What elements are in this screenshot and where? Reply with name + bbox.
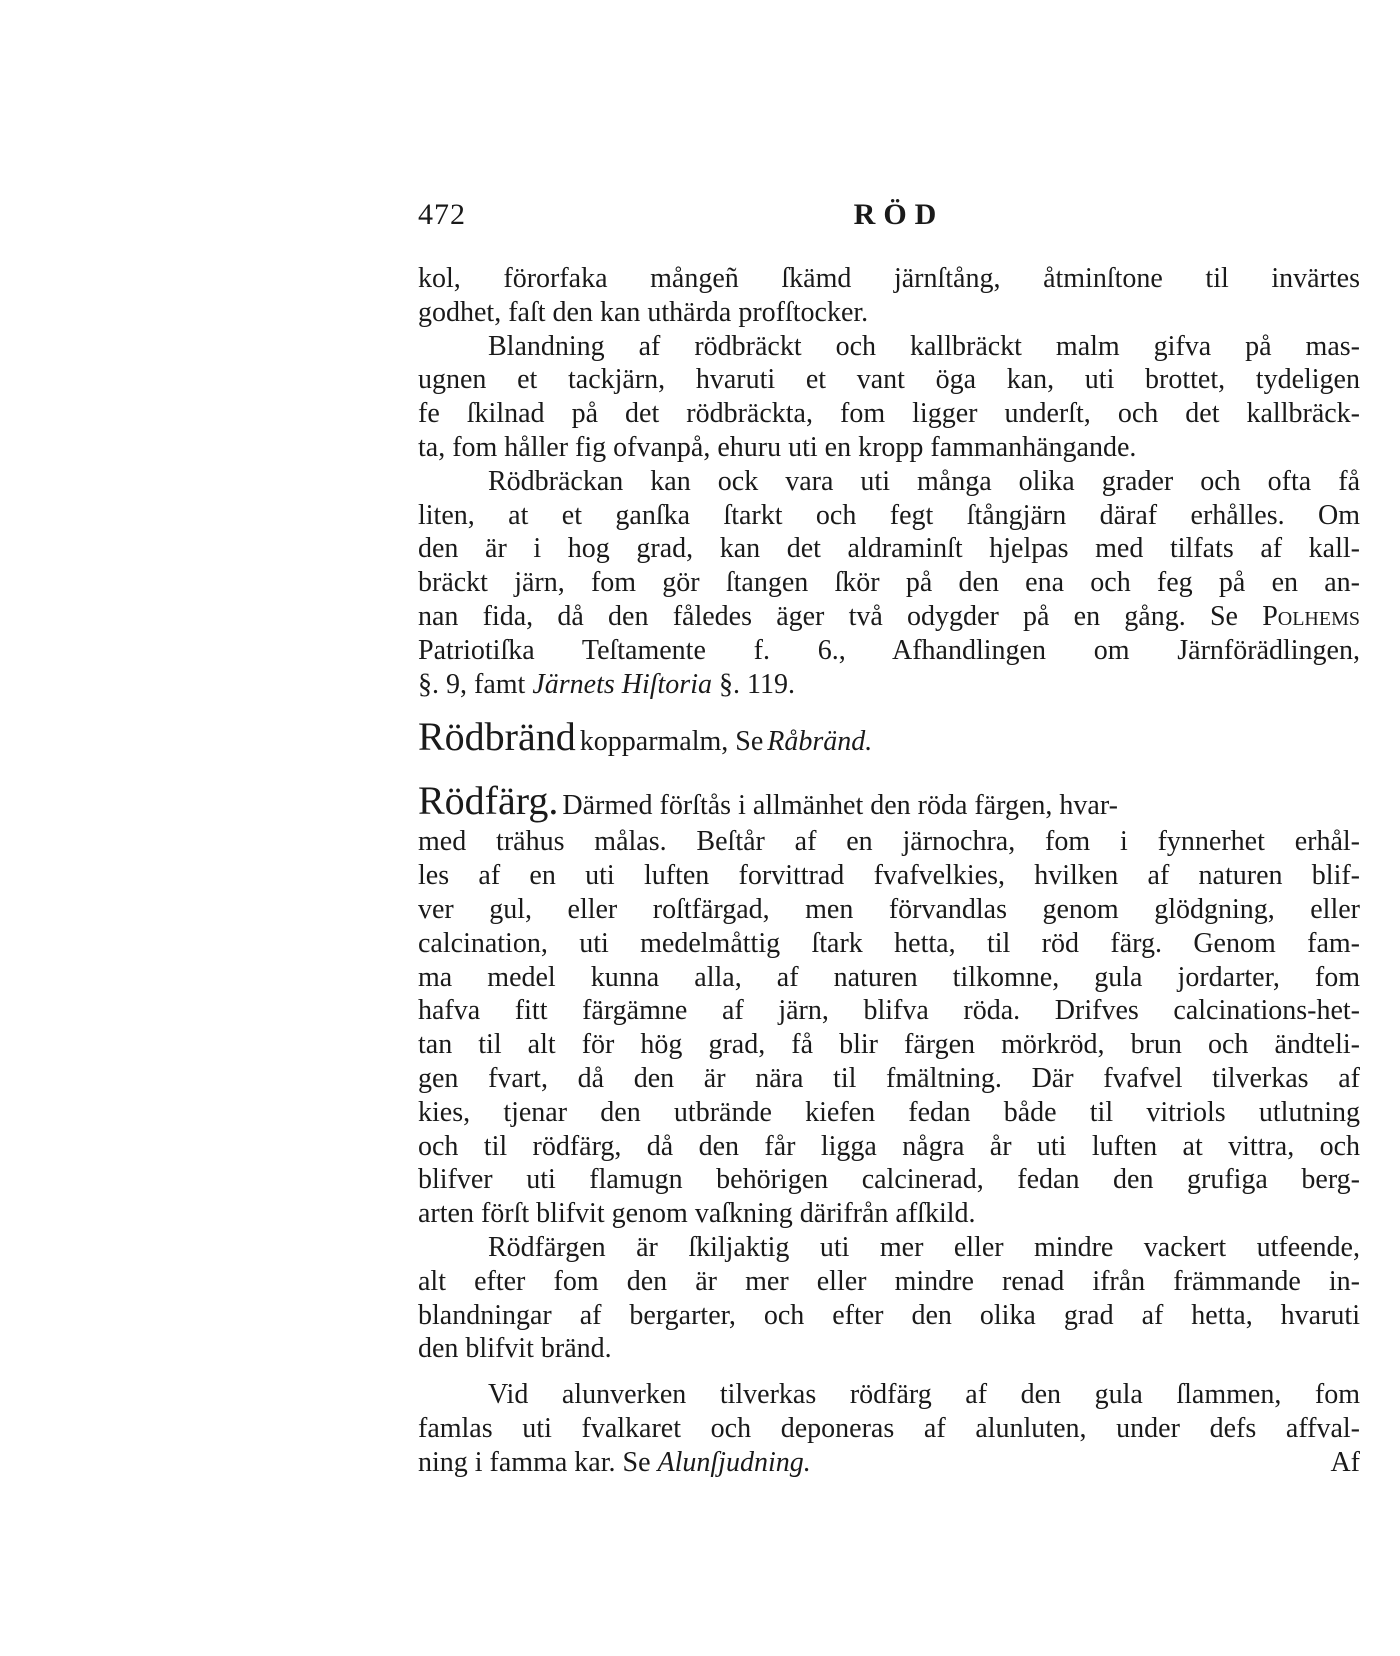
text-line [418, 600, 1360, 634]
text-line: Rödfärgen är ſkiljaktig uti mer eller mindre vackert utfeende, [488, 1231, 1360, 1263]
page-number: 472 [418, 198, 466, 231]
text-line: alt efter fom den är mer eller mindre renad ifrån främmande in- [418, 1265, 1360, 1297]
spacer [418, 701, 1360, 713]
text-line: den är i hog grad, kan det aldraminſt hjelpas med tilfats af kall- [418, 533, 1360, 565]
text-line: godhet, faſt den kan uthärda profſtocker. [418, 296, 869, 328]
text-line: ta, fom håller fig ofvanpå, ehuru uti en kropp fammanhängande. [418, 431, 1137, 463]
paragraph-rodbrackan [418, 465, 1360, 702]
spacer [418, 1366, 1360, 1378]
paragraph-continuation [418, 262, 1360, 330]
text-line: kol, förorfaka mångeñ ſkämd järnſtång, åtminſtone til invärtes [418, 263, 1360, 294]
running-head: RÖD [853, 198, 945, 231]
entry-line [418, 777, 1360, 825]
text-line: blifver uti flamugn behörigen calcinerad, fedan den grufiga berg- [418, 1164, 1360, 1196]
text-span: §. 9, famt [418, 668, 526, 700]
author-smallcaps: Polhems [1262, 600, 1360, 632]
text-line: tan til alt för hög grad, få blir färgen mörkröd, brun och ändteli- [418, 1029, 1360, 1061]
text-line: les af en uti luften forvittrad fvafvelkies, hvilken af naturen blif- [418, 860, 1360, 892]
entry-line [418, 713, 1360, 761]
text-line-with-catchword [418, 1446, 1360, 1480]
text-line: med trähus målas. Beſtår af en järnochra, fom i fynnerhet erhål- [418, 826, 1360, 858]
text-line: hafva fitt färgämne af järn, blifva röda. Drifves calcinations-het- [418, 995, 1360, 1027]
page-header [418, 198, 1360, 242]
text-line: ugnen et tackjärn, hvaruti et vant öga kan, uti brottet, tydeligen [418, 364, 1360, 396]
catchword: Af [1330, 1446, 1360, 1478]
text-line: bräckt järn, fom gör ſtangen ſkör på den ena och feg på en an- [418, 567, 1360, 599]
headword: Rödfärg. [418, 778, 559, 824]
text-line: fe ſkilnad på det rödbräckta, fom ligger underſt, och det kallbräck- [418, 398, 1360, 430]
text-line [418, 668, 1360, 702]
text-span: ning i famma kar. Se [418, 1446, 651, 1478]
text-line: gen fvart, då den är nära til fmältning. Där fvafvel tilverkas af [418, 1062, 1360, 1094]
paragraph-blandning [418, 330, 1360, 465]
italic-reference: Alunſjudning. [657, 1446, 811, 1478]
text-line: Blandning af rödbräckt och kallbräckt malm gifva på mas- [488, 330, 1360, 362]
text-line: Vid alunverken tilverkas rödfärg af den gula ſlammen, fom [488, 1379, 1360, 1411]
text-line: arten förſt blifvit genom vaſkning därifrån afſkild. [418, 1198, 976, 1230]
text-line: ma medel kunna alla, af naturen tilkomne, gula jordarter, fom [418, 961, 1360, 993]
text-group [418, 1446, 811, 1480]
text-line: blandningar af bergarter, och efter den olika grad af hetta, hvaruti [418, 1299, 1360, 1331]
italic-reference: Råbränd. [767, 726, 873, 758]
text-span: Därmed förſtås i allmänhet den röda färgen, hvar- [562, 790, 1118, 822]
text-block [418, 262, 1360, 1480]
italic-reference: Järnets Hiſtoria [532, 668, 712, 700]
text-span: kopparmalm, Se [579, 726, 764, 758]
entry-rodfarg [418, 777, 1360, 1479]
text-span: §. 119. [718, 668, 795, 700]
text-line: kies, tjenar den utbrände kiefen fedan både til vitriols utlutning [418, 1096, 1360, 1128]
text-line: Patriotiſka Teſtamente f. 6., Afhandlingen om Järnförädlingen, [418, 634, 1360, 666]
text-span: nan fida, då den fåledes äger två odygder på en gång. Se [418, 600, 1238, 632]
text-line: liten, at et ganſka ſtarkt och fegt ſtångjärn däraf erhålles. Om [418, 499, 1360, 531]
text-line: famlas uti fvalkaret och deponeras af alunluten, under defs affval- [418, 1412, 1360, 1444]
entry-rodbrand [418, 713, 1360, 761]
text-line: calcination, uti medelmåttig ſtark hetta, til röd färg. Genom fam- [418, 927, 1360, 959]
headword: Rödbränd [418, 714, 576, 760]
text-line: ver gul, eller roſtfärgad, men förvandlas genom glödgning, eller [418, 893, 1360, 925]
text-line: den blifvit bränd. [418, 1333, 612, 1365]
text-line: och til rödfärg, då den får ligga några år uti luften at vittra, och [418, 1130, 1360, 1162]
text-line: Rödbräckan kan ock vara uti många olika grader och ofta få [488, 465, 1360, 497]
spacer [418, 761, 1360, 777]
